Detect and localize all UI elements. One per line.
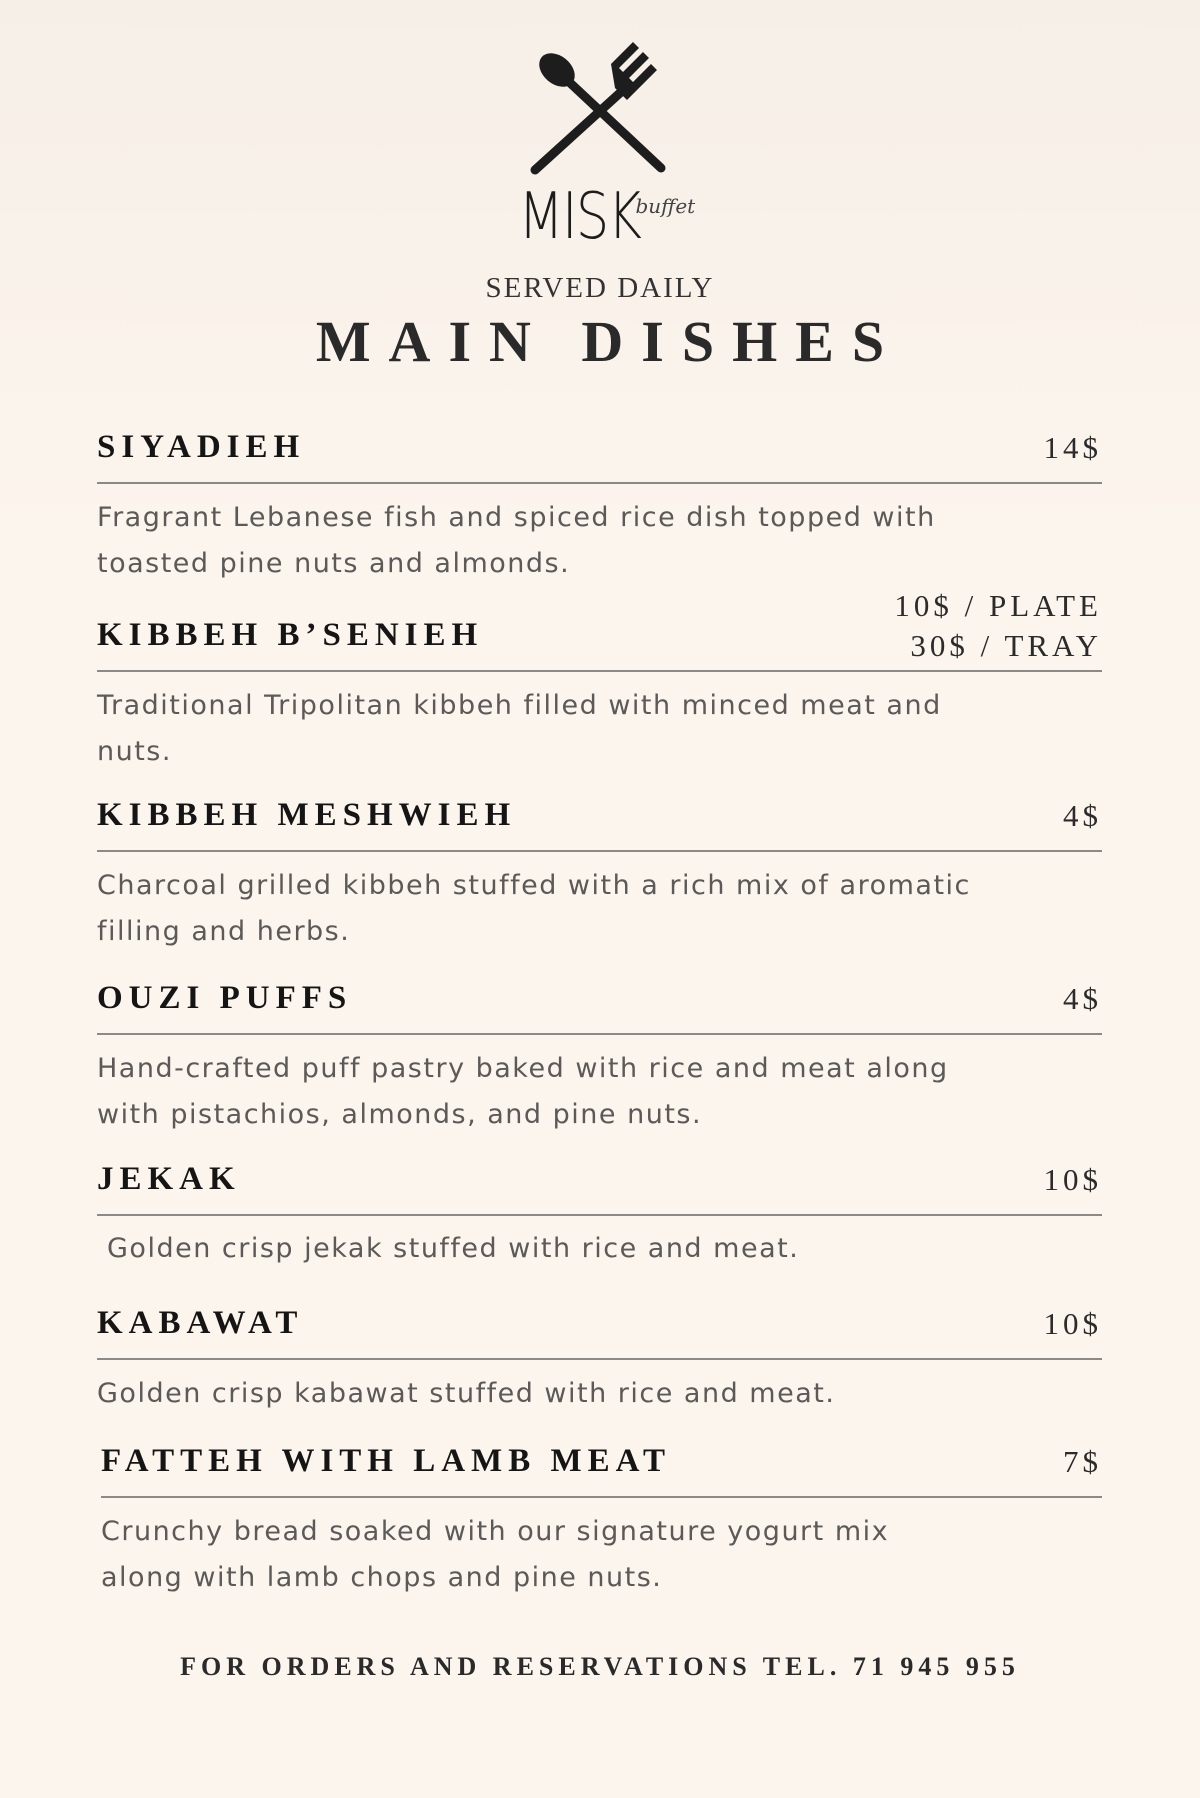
menu-title: MAIN DISHES	[315, 309, 903, 374]
item-name: KABAWAT	[97, 1305, 304, 1341]
item-description: Fragrant Lebanese fish and spiced rice dish topped with toasted pine nuts and almonds.	[97, 502, 936, 579]
menu-item	[97, 580, 1102, 672]
menu-item	[97, 1296, 1102, 1360]
item-price-group	[894, 586, 1102, 666]
item-price: 4$	[1063, 798, 1102, 833]
divider	[97, 850, 1102, 852]
item-name: FATTEH WITH LAMB MEAT	[101, 1443, 672, 1479]
item-name: SIYADIEH	[97, 429, 306, 465]
crossed-spoon-fork-icon	[523, 40, 673, 180]
item-description: Traditional Tripolitan kibbeh filled with minced meat and nuts.	[97, 690, 942, 767]
item-description: Hand-crafted puff pastry baked with rice and meat along with pistachios, almonds, and pine nuts.	[97, 1053, 949, 1130]
menu-item	[101, 1434, 1102, 1498]
divider	[97, 1214, 1102, 1216]
item-description: Charcoal grilled kibbeh stuffed with a rich mix of aromatic filling and herbs.	[97, 870, 971, 947]
brand-tagline: buffet	[635, 194, 696, 218]
item-name: KIBBEH B’SENIEH	[97, 617, 484, 653]
item-price: 14$	[1043, 430, 1102, 465]
item-price: 10$	[1043, 1162, 1102, 1197]
divider	[97, 1033, 1102, 1035]
item-description: Crunchy bread soaked with our signature yogurt mix along with lamb chops and pine nuts.	[101, 1516, 890, 1593]
divider	[97, 482, 1102, 484]
divider	[97, 670, 1102, 672]
item-price-tray: 30$ / TRAY	[910, 628, 1102, 663]
contact-footer: FOR ORDERS AND RESERVATIONS TEL. 71 945 955	[180, 1652, 1020, 1681]
menu-item	[97, 788, 1102, 852]
brand-name: MISK	[518, 180, 641, 254]
divider	[97, 1358, 1102, 1360]
item-price: 10$	[1043, 1306, 1102, 1341]
item-price-plate: 10$ / PLATE	[894, 588, 1102, 623]
menu-item	[97, 1152, 1102, 1216]
menu-item	[97, 420, 1102, 484]
item-description: Golden crisp kabawat stuffed with rice and meat.	[97, 1378, 836, 1409]
item-name: KIBBEH MESHWIEH	[97, 797, 517, 833]
item-description: Golden crisp jekak stuffed with rice and meat.	[107, 1233, 800, 1264]
menu-item	[97, 971, 1102, 1035]
item-name: JEKAK	[97, 1161, 241, 1197]
brand-logo	[0, 180, 1200, 254]
item-price: 4$	[1063, 981, 1102, 1016]
item-name: OUZI PUFFS	[97, 980, 353, 1016]
item-price: 7$	[1063, 1444, 1102, 1479]
menu-subtitle: SERVED DAILY	[485, 272, 715, 304]
divider	[101, 1496, 1102, 1498]
